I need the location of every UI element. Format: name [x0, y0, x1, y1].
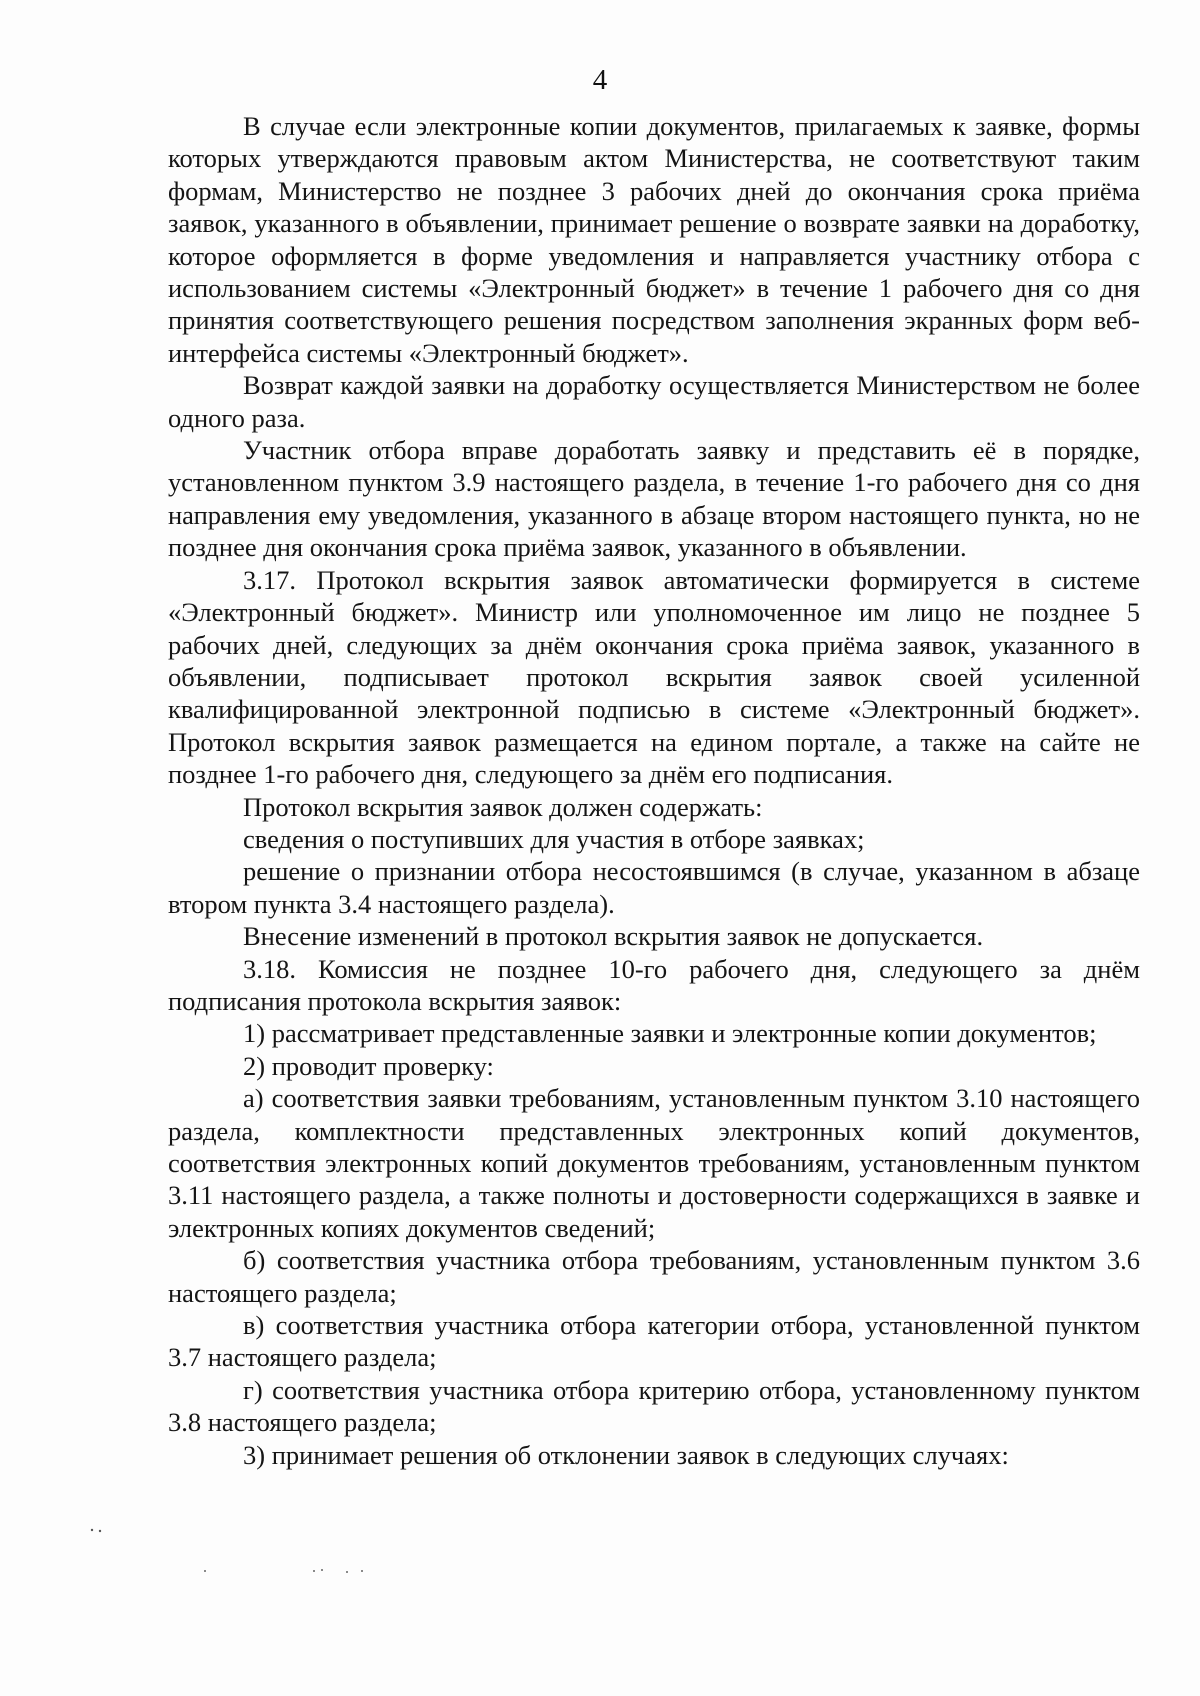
paragraph: решение о признании отбора несостоявшимся (в случае, указанном в абзаце втором пункта 3.4 настоящего раздела). [168, 856, 1140, 919]
paragraph: 3.18. Комиссия не позднее 10-го рабочего дня, следующего за днём подписания протокола вскрытия заявок: [168, 953, 1140, 1016]
paragraph: 2) проводит проверку: [243, 1050, 494, 1081]
paragraph: б) соответствия участника отбора требованиям, установленным пунктом 3.6 настоящего раздела; [168, 1245, 1140, 1308]
document-body [168, 110, 1140, 1471]
page-number: 4 [592, 64, 608, 96]
paragraph: 3.17. Протокол вскрытия заявок автоматически формируется в системе «Электронный бюджет». Министр или уполномоченное им лицо не позднее 5 рабочих дней, следующих за днём окончания срока приёма заявок, указанного в объявлении, подписывает протокол вскрытия заявок своей усиленной квалифицированной электронной подписью в системе «Электронный бюджет». Протокол вскрытия заявок размещается на едином портале, а также на сайте не позднее 1-го рабочего дня, следующего за днём его подписания. [168, 564, 1140, 790]
paragraph: В случае если электронные копии документов, прилагаемых к заявке, формы которых утверждаются правовым актом Министерства, не соответствуют таким формам, Министерство не позднее 3 рабочих дней до окончания срока приёма заявок, указанного в объявлении, принимает решение о возврате заявки на доработку, которое оформляется в форме уведомления и направляется участнику отбора с использованием системы «Электронный бюджет» в течение 1 рабочего дня со дня принятия соответствующего решения посредством заполнения экранных форм веб-интерфейса системы «Электронный бюджет». [168, 111, 1140, 368]
paragraph: а) соответствия заявки требованиям, установленным пунктом 3.10 настоящего раздела, комплектности представленных электронных копий документов, соответствия электронных копий документов требованиям, установленным пунктом 3.11 настоящего раздела, а также полноты и достоверности содержащихся в заявке и электронных копиях документов сведений; [168, 1083, 1140, 1243]
paragraph: 1) рассматривает представленные заявки и электронные копии документов; [243, 1018, 1097, 1049]
scan-speck [346, 1571, 348, 1573]
scan-speck [91, 1529, 93, 1531]
paragraph: сведения о поступивших для участия в отборе заявках; [243, 823, 865, 854]
scan-speck [321, 1569, 323, 1571]
paragraph: Участник отбора вправе доработать заявку и представить её в порядке, установленном пунктом 3.9 настоящего раздела, в течение 1-го рабочего дня со дня направления ему уведомления, указанного в абзаце втором настоящего пункта, но не позднее дня окончания срока приёма заявок, указанного в объявлении. [168, 435, 1140, 563]
paragraph: в) соответствия участника отбора категории отбора, установленной пунктом 3.7 настоящего раздела; [168, 1310, 1140, 1373]
paragraph: г) соответствия участника отбора критерию отбора, установленному пунктом 3.8 настоящего раздела; [168, 1374, 1140, 1438]
paragraph: Протокол вскрытия заявок должен содержать: [243, 791, 763, 822]
paragraph: Возврат каждой заявки на доработку осуществляется Министерством не более одного раза. [168, 370, 1140, 433]
scan-speck [313, 1570, 315, 1572]
scan-speck [99, 1530, 101, 1532]
paragraph: Внесение изменений в протокол вскрытия заявок не допускается. [243, 921, 984, 952]
scan-speck [361, 1570, 363, 1572]
paragraph: 3) принимает решения об отклонении заявок в следующих случаях: [243, 1439, 1009, 1470]
scan-speck [204, 1570, 206, 1572]
